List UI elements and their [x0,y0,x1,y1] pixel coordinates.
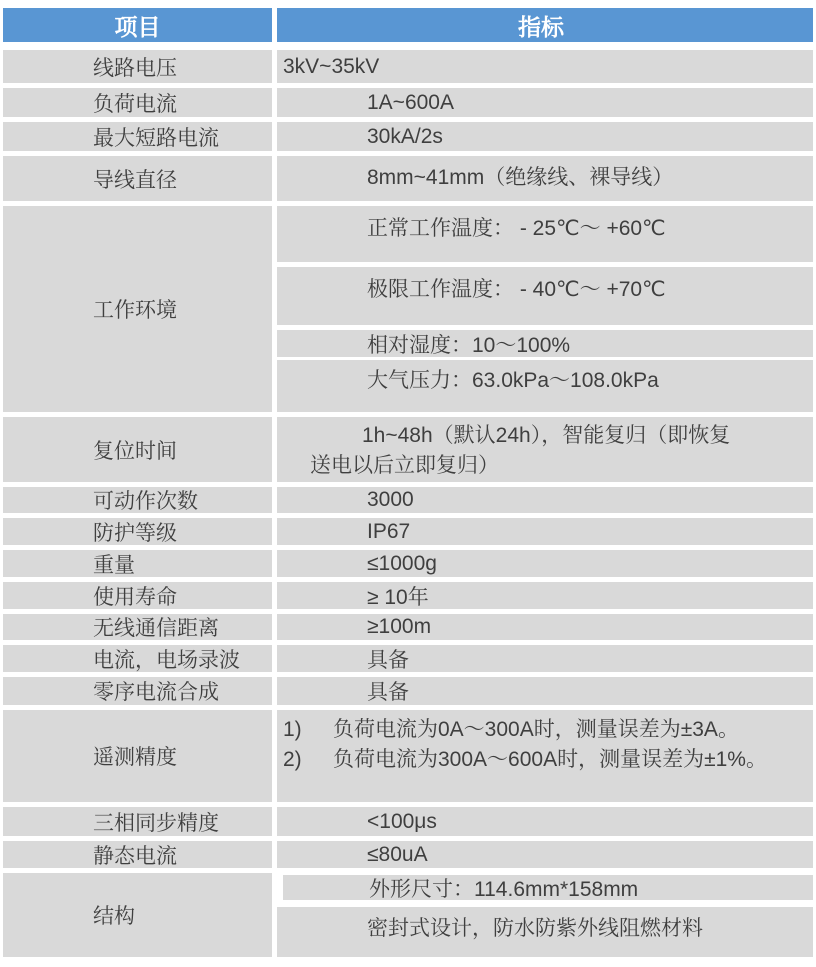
working-env-limit-temp: 极限工作温度： - 40℃～ +70℃ [277,267,813,325]
row-telemetry-accuracy [3,710,813,802]
item-label: 负荷电流 [3,88,272,117]
working-env-subrows [277,206,813,412]
item-label: 可动作次数 [3,487,272,513]
spec-value: 3kV~35kV [277,50,813,83]
row-line-voltage [3,50,813,83]
table-header-row [3,8,813,42]
row-waveform-recording [3,645,813,672]
telemetry-line-1-text: 负荷电流为0A～300A时，测量误差为±3A。 [333,718,739,741]
structure-sealing: 密封式设计，防水防紫外线阻燃材料 [277,907,813,957]
spec-value: 8mm~41mm（绝缘线、裸导线） [277,156,813,201]
row-zero-sequence [3,677,813,705]
spec-value: 1A~600A [277,88,813,117]
spec-value: ≥ 10年 [277,582,813,609]
row-working-env [3,206,813,412]
row-structure [3,873,813,957]
row-protection-level [3,518,813,545]
item-label: 遥测精度 [3,710,272,802]
spec-value: IP67 [277,518,813,545]
working-env-normal-temp: 正常工作温度： - 25℃～ +60℃ [277,206,813,262]
spec-value: 30kA/2s [277,122,813,151]
spec-value: ≤80uA [277,841,813,868]
telemetry-line-2-number: 2) [283,748,302,771]
reset-time-line1: 1h~48h（默认24h），智能复归（即恢复 [362,424,731,447]
item-label: 重量 [3,550,272,577]
item-label: 防护等级 [3,518,272,545]
row-weight [3,550,813,577]
telemetry-line-2-text: 负荷电流为300A～600A时，测量误差为±1%。 [333,748,767,771]
item-label: 导线直径 [3,156,272,201]
row-max-short-circuit [3,122,813,151]
row-static-current [3,841,813,868]
telemetry-line-2 [277,745,807,775]
row-reset-time [3,417,813,482]
item-label: 结构 [3,873,272,957]
working-env-humidity: 相对湿度：10～100% [277,330,813,357]
item-label: 零序电流合成 [3,677,272,705]
spec-value [277,710,813,802]
spec-value: ≥100m [277,614,813,640]
spec-value: 具备 [277,677,813,705]
row-action-count [3,487,813,513]
item-label: 最大短路电流 [3,122,272,151]
header-spec-column: 指标 [277,8,813,42]
structure-subrows [277,873,813,957]
spec-value: ≤1000g [277,550,813,577]
spec-value [277,417,813,482]
item-label: 工作环境 [3,206,272,412]
item-label: 复位时间 [3,417,272,482]
spec-value: 3000 [277,487,813,513]
spec-value: 具备 [277,645,813,672]
item-label: 无线通信距离 [3,614,272,640]
item-label: 使用寿命 [3,582,272,609]
structure-dimensions: 外形尺寸：114.6mm*158mm [283,875,813,900]
item-label: 三相同步精度 [3,807,272,836]
working-env-pressure: 大气压力：63.0kPa～108.0kPa [277,360,813,412]
header-item-column: 项目 [3,8,272,42]
reset-time-line2: 送电以后立即复归） [310,454,499,477]
item-label: 静态电流 [3,841,272,868]
row-load-current [3,88,813,117]
row-wireless-range [3,614,813,640]
row-lifespan [3,582,813,609]
telemetry-line-1-number: 1) [283,718,302,741]
row-wire-diameter [3,156,813,201]
spec-value: <100μs [277,807,813,836]
item-label: 线路电压 [3,50,272,83]
item-label: 电流，电场录波 [3,645,272,672]
row-sync-accuracy [3,807,813,836]
telemetry-line-1 [277,715,807,745]
